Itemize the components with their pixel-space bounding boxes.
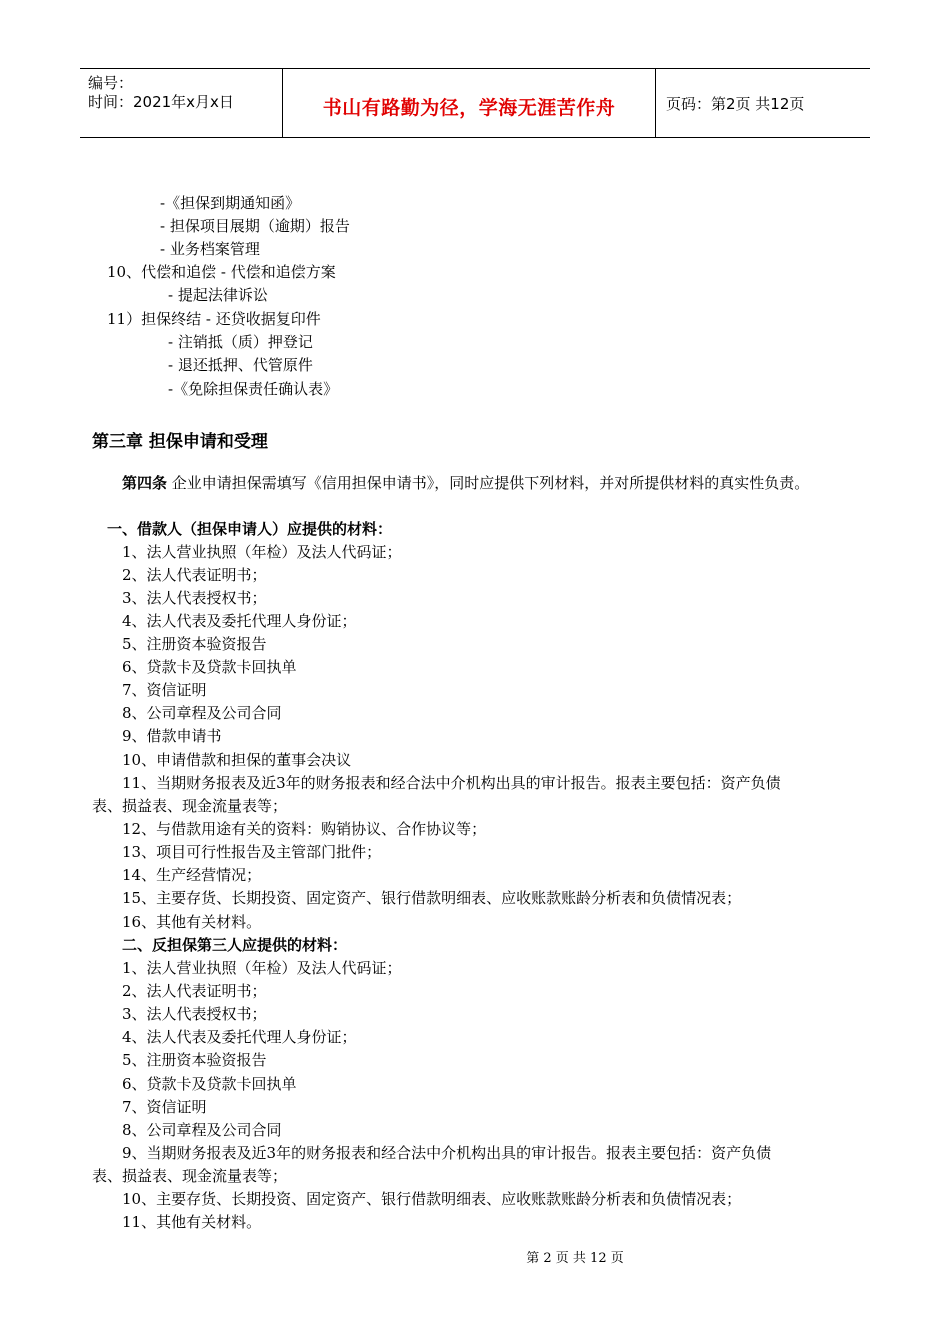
list-item: 4、法人代表及委托代理人身份证； [122,612,357,630]
header-page-number: 页码：第2页 共12页 [666,95,805,113]
list-item: 1、法人营业执照（年检）及法人代码证； [122,543,402,561]
list-item: 3、法人代表授权书； [122,1005,267,1023]
header-motto: 书山有路勤为径，学海无涯苦作舟 [322,97,616,119]
section-title: 二、反担保第三人应提供的材料： [122,936,348,954]
header-page-cell [656,69,870,137]
document-number-label: 编号： [88,74,134,92]
list-item: 2、法人代表证明书； [122,982,267,1000]
outline-item: - 退还抵押、代管原件 [168,356,313,374]
list-item: 10、申请借款和担保的董事会决议 [122,751,352,769]
chapter-title: 第三章 担保申请和受理 [92,432,268,452]
list-item: 6、贷款卡及贷款卡回执单 [122,658,297,676]
list-item: 8、公司章程及公司合同 [122,1121,282,1139]
page-header [80,68,870,138]
list-item: 9、当期财务报表及近3年的财务报表和经合法中介机构出具的审计报告。报表主要包括：资产负债 [122,1144,772,1162]
list-item: 14、生产经营情况； [122,866,262,884]
outline-item: - 提起法律诉讼 [168,286,268,304]
list-item-continuation: 表、损益表、现金流量表等； [92,1167,288,1185]
outline-item: - 注销抵（质）押登记 [168,333,313,351]
list-item: 7、资信证明 [122,681,207,699]
outline-item: - 担保项目展期（逾期）报告 [160,217,350,235]
list-item: 2、法人代表证明书； [122,566,267,584]
list-item: 7、资信证明 [122,1098,207,1116]
page-footer: 第 2 页 共 12 页 [526,1251,624,1266]
article-label: 第四条 [122,474,168,492]
list-item: 15、主要存货、长期投资、固定资产、银行借款明细表、应收账款账龄分析表和负债情况表； [122,889,742,907]
list-item: 8、公司章程及公司合同 [122,704,282,722]
header-motto-cell [283,69,656,137]
article-text: 企业申请担保需填写《信用担保申请书》，同时应提供下列材料，并对所提供材料的真实性负责。 [167,474,810,492]
outline-item: -《担保到期通知函》 [160,194,301,212]
outline-item: 11）担保终结 - 还贷收据复印件 [107,310,321,328]
list-item-continuation: 表、损益表、现金流量表等； [92,797,288,815]
list-item: 9、借款申请书 [122,727,222,745]
list-item: 12、与借款用途有关的资料：购销协议、合作协议等； [122,820,487,838]
list-item: 11、当期财务报表及近3年的财务报表和经合法中介机构出具的审计报告。报表主要包括：资产负债 [122,774,781,792]
header-info-cell [80,69,283,137]
list-item: 6、贷款卡及贷款卡回执单 [122,1075,297,1093]
list-item: 3、法人代表授权书； [122,589,267,607]
outline-item: 10、代偿和追偿 - 代偿和追偿方案 [107,263,336,281]
outline-item: -《免除担保责任确认表》 [168,380,339,398]
list-item: 13、项目可行性报告及主管部门批件； [122,843,382,861]
article-paragraph [92,472,862,495]
list-item: 10、主要存货、长期投资、固定资产、银行借款明细表、应收账款账龄分析表和负债情况表； [122,1190,742,1208]
outline-item: - 业务档案管理 [160,240,260,258]
list-item: 4、法人代表及委托代理人身份证； [122,1028,357,1046]
section-title: 一、借款人（担保申请人）应提供的材料： [107,520,393,538]
list-item: 5、注册资本验资报告 [122,635,267,653]
document-time-label: 时间：2021年x月x日 [88,93,234,111]
list-item: 5、注册资本验资报告 [122,1051,267,1069]
list-item: 16、其他有关材料。 [122,913,262,931]
list-item: 1、法人营业执照（年检）及法人代码证； [122,959,402,977]
list-item: 11、其他有关材料。 [122,1213,262,1231]
